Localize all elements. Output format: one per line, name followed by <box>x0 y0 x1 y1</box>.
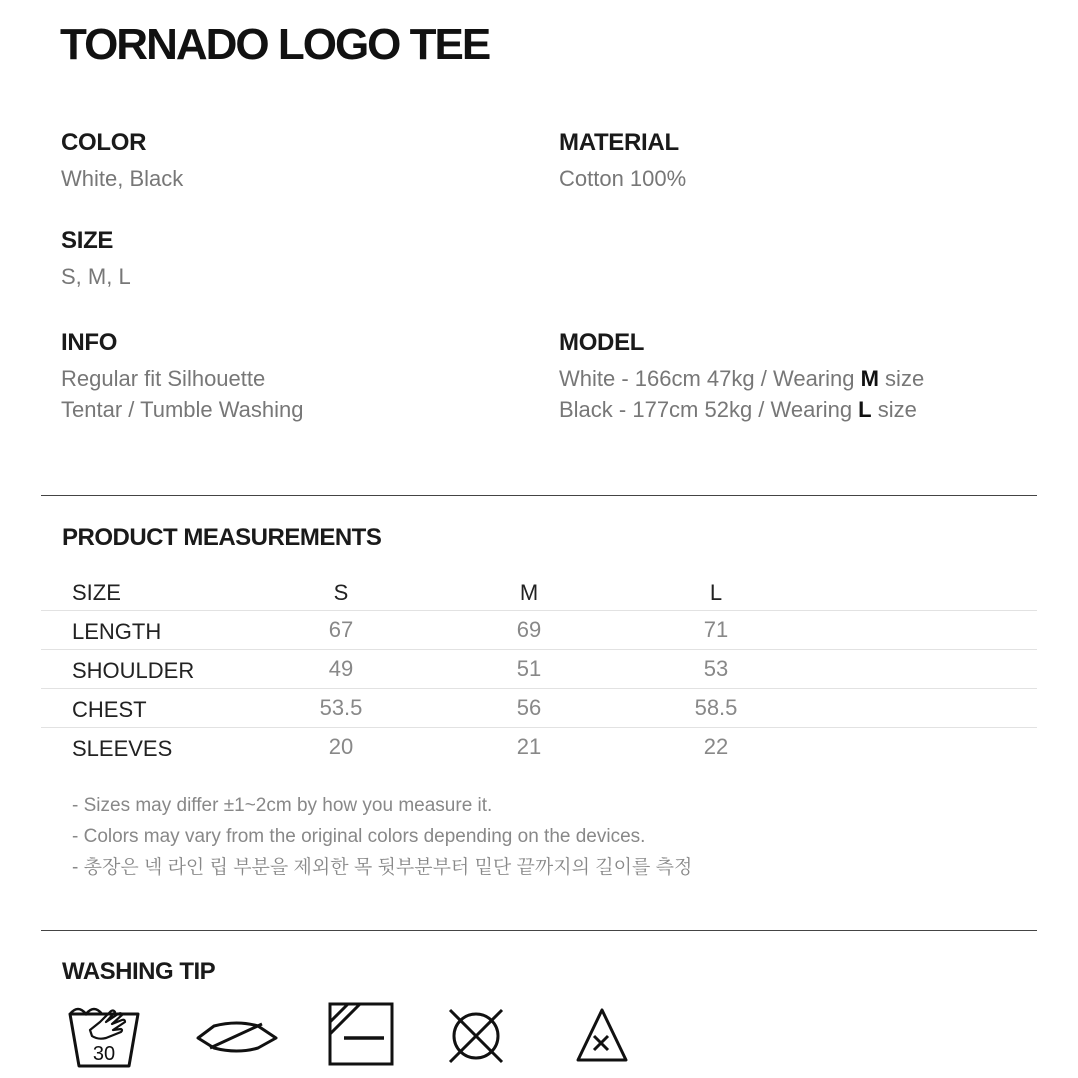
spec-size-value: S, M, L <box>61 264 131 289</box>
note-line: - Colors may vary from the original colors depending on the devices. <box>72 826 646 847</box>
row-label: SLEEVES <box>72 736 173 761</box>
model-line-suffix: size <box>871 397 917 422</box>
table-cell: 69 <box>516 617 542 642</box>
wash-temp-label: 30 <box>92 1043 116 1065</box>
table-cell: 58.5 <box>694 695 738 720</box>
model-line-text: White - 166cm 47kg / Wearing <box>559 366 861 391</box>
spec-material <box>559 129 686 194</box>
table-cell: 49 <box>328 656 354 681</box>
table-cell: 71 <box>703 617 729 642</box>
spec-info-value <box>61 363 304 425</box>
product-title: TORNADO LOGO TEE <box>60 20 490 69</box>
spec-info-label: INFO <box>61 329 118 356</box>
table-cell: 53 <box>703 656 729 681</box>
table-header-cell: S <box>333 580 349 605</box>
table-row <box>41 650 1037 689</box>
spec-material-label: MATERIAL <box>559 129 679 156</box>
spec-model-label: MODEL <box>559 329 645 356</box>
model-line-text: Black - 177cm 52kg / Wearing <box>559 397 859 422</box>
measurements-title: PRODUCT MEASUREMENTS <box>62 524 382 551</box>
note-line: - 총장은 넥 라인 립 부분을 제외한 목 뒷부분부터 밑단 끝까지의 길이를 측정 <box>72 857 693 878</box>
table-cell: 51 <box>516 656 542 681</box>
washing-icons <box>60 1000 660 1072</box>
spec-model-line <box>559 394 924 425</box>
table-cell: 22 <box>703 734 729 759</box>
spec-size <box>61 227 131 292</box>
note-line: - Sizes may differ ±1~2cm by how you measure it. <box>72 795 493 816</box>
table-row <box>41 728 1037 766</box>
do-not-tumble-dry-icon <box>444 1000 508 1068</box>
hand-wash-30-icon <box>66 1000 142 1068</box>
washing-title: WASHING TIP <box>62 958 216 985</box>
spec-model <box>559 329 924 425</box>
model-line-suffix: size <box>878 366 925 391</box>
model-size-highlight: L <box>858 397 872 422</box>
table-cell: 56 <box>516 695 542 720</box>
table-cell: 21 <box>516 734 542 759</box>
spec-color-label: COLOR <box>61 129 147 156</box>
spec-info-line: Tentar / Tumble Washing <box>61 397 304 422</box>
spec-model-value <box>559 363 924 425</box>
table-header-cell: M <box>519 580 539 605</box>
section-divider <box>41 930 1037 931</box>
spec-size-label: SIZE <box>61 227 114 254</box>
spec-model-line <box>559 363 924 394</box>
table-cell: 20 <box>328 734 354 759</box>
section-divider <box>41 495 1037 496</box>
measurements-table <box>41 572 1037 766</box>
model-size-highlight: M <box>860 366 879 391</box>
measurement-notes <box>72 790 692 883</box>
row-label: CHEST <box>72 697 147 722</box>
spec-color <box>61 129 183 194</box>
row-label: LENGTH <box>72 619 162 644</box>
dry-flat-in-shade-icon <box>326 1000 396 1068</box>
spec-material-value: Cotton 100% <box>559 166 687 191</box>
spec-color-value: White, Black <box>61 166 184 191</box>
table-cell: 53.5 <box>319 695 363 720</box>
do-not-bleach-icon <box>570 1000 634 1068</box>
table-cell: 67 <box>328 617 354 642</box>
table-row <box>41 689 1037 728</box>
table-header-cell: SIZE <box>72 580 121 605</box>
do-not-wring-icon <box>194 1000 280 1068</box>
spec-info-line: Regular fit Silhouette <box>61 366 266 391</box>
row-label: SHOULDER <box>72 658 195 683</box>
table-header-cell: L <box>709 580 723 605</box>
table-row <box>41 611 1037 650</box>
spec-info <box>61 329 304 425</box>
table-header-row <box>41 572 1037 611</box>
